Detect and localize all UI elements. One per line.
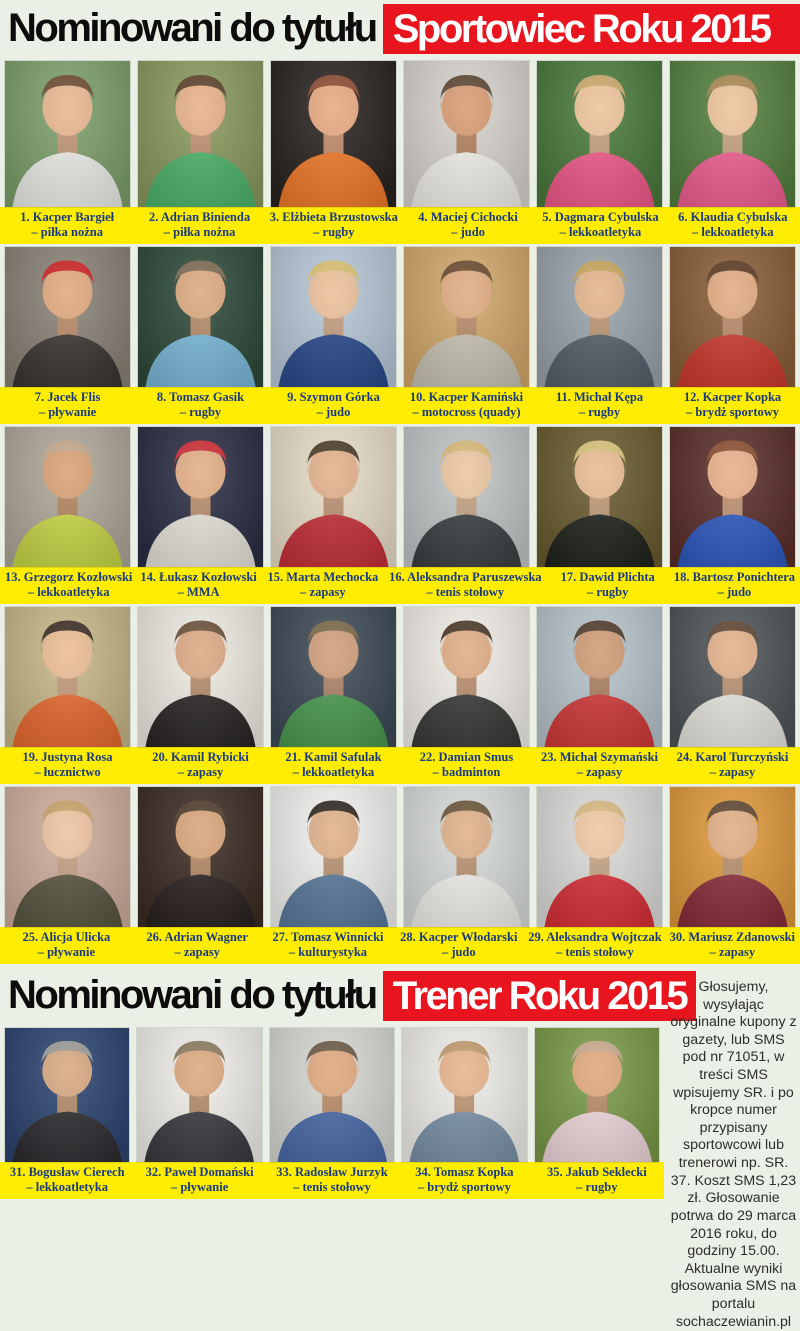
athlete-caption (404, 390, 529, 420)
athlete-photo (5, 427, 130, 567)
athlete-sport: – lekkoatletyka (27, 585, 110, 599)
athlete-sport: – judo (717, 585, 752, 599)
header-sportowiec (0, 0, 800, 56)
coach-photo (402, 1028, 526, 1162)
athlete-sport: – zapasy (576, 765, 623, 779)
athlete-caption-row (0, 567, 800, 604)
athlete-caption (140, 570, 256, 600)
coach-photo (137, 1028, 261, 1162)
athlete-name: 8. Tomasz Gasik (156, 390, 245, 404)
athlete-caption (5, 570, 132, 600)
athlete-sport: – rugby (179, 405, 222, 419)
athlete-name: 26. Adrian Wagner (146, 930, 248, 944)
athlete-caption-row (0, 927, 800, 964)
coach-caption (137, 1165, 261, 1195)
athlete-caption (670, 390, 795, 420)
athlete-photo (537, 247, 662, 387)
athlete-photo (138, 427, 263, 567)
athlete-name: 21. Kamil Safulak (285, 750, 382, 764)
athlete-caption (404, 750, 529, 780)
coach-caption (5, 1165, 129, 1195)
athlete-caption (270, 210, 398, 240)
athlete-photo (670, 787, 795, 927)
athlete-photo (404, 61, 529, 207)
header-prefix-text: Nominowani do tytułu (8, 972, 376, 1017)
athlete-name: 17. Dawid Plichta (560, 570, 655, 584)
athlete-name: 2. Adrian Binienda (149, 210, 251, 224)
coach-caption (270, 1165, 394, 1195)
coach-caption (402, 1165, 526, 1195)
athlete-photo (5, 607, 130, 747)
athlete-name: 27. Tomasz Winnicki (272, 930, 384, 944)
athlete-name: 15. Marta Mechocka (267, 570, 379, 584)
coach-sport: – rugby (576, 1180, 618, 1194)
athlete-caption (271, 390, 396, 420)
athlete-name: 11. Michał Kępa (555, 390, 644, 404)
athlete-sport: – brydż sportowy (685, 405, 780, 419)
athlete-sport: – pływanie (38, 405, 97, 419)
athlete-caption-row (0, 207, 800, 244)
athlete-caption (537, 750, 662, 780)
athlete-sport: – zapasy (709, 765, 756, 779)
coach-name: 35. Jakub Seklecki (546, 1165, 647, 1179)
athlete-photo (5, 247, 130, 387)
athlete-sport: – piłka nożna (31, 225, 103, 239)
athlete-caption (136, 930, 259, 960)
athlete-sport: – łucznictwo (34, 765, 101, 779)
athlete-name: 20. Kamil Rybicki (152, 750, 249, 764)
athlete-photo (138, 247, 263, 387)
athlete-sport: – zapasy (300, 585, 346, 599)
voting-info: Głosujemy, wysyłając oryginalne kupony z gazety, lub SMS pod nr 71051, w treści SMS wpisujemy SR. i po kropce numer przypisany sportowcowi lub trenerowi np. SR. 37. Koszt SMS 1,23 zł. Głosowanie potrwa do 29 marca 2016 roku, do godziny 15.00. Aktualne wyniki głosowania SMS na portalu sochaczewianin.pl (670, 979, 797, 1330)
athlete-photo (404, 607, 529, 747)
athlete-photo (670, 247, 795, 387)
athlete-name: 22. Damian Smus (419, 750, 514, 764)
athlete-name: 12. Kacper Kopka (683, 390, 782, 404)
athlete-sport: – MMA (177, 585, 220, 599)
athlete-photo (5, 787, 130, 927)
athlete-sport: – piłka nożna (163, 225, 236, 239)
header-trener (0, 967, 687, 1023)
athlete-sport: – judo (441, 945, 476, 959)
athlete-sport: – rugby (587, 585, 629, 599)
athlete-caption (5, 210, 129, 240)
athlete-photo (670, 607, 795, 747)
athlete-photo (271, 427, 396, 567)
athlete-caption (138, 390, 263, 420)
coach-photo (5, 1028, 129, 1162)
coach-name: 31. Bogusław Cierech (9, 1165, 125, 1179)
athlete-caption (267, 930, 390, 960)
athlete-photo-row (0, 787, 800, 927)
athlete-caption (528, 930, 661, 960)
athlete-caption (137, 210, 261, 240)
athlete-sport: – lekkoatletyka (692, 225, 774, 239)
athlete-sport: – lekkoatletyka (292, 765, 375, 779)
coaches-block (0, 967, 687, 1199)
athlete-sport: – rugby (578, 405, 621, 419)
athlete-sport: – judo (316, 405, 351, 419)
coach-photo-row (0, 1028, 664, 1162)
athlete-caption (550, 570, 666, 600)
athlete-name: 13. Grzegorz Kozłowski (5, 570, 133, 584)
athlete-sport: – pływanie (37, 945, 96, 959)
athlete-caption (265, 570, 381, 600)
header-trener-title: Trener Roku 2015 (383, 971, 697, 1021)
athlete-name: 25. Alicja Ulicka (22, 930, 111, 944)
athlete-caption (537, 390, 662, 420)
athlete-photo-row (0, 61, 800, 207)
athletes-grid (0, 61, 800, 964)
bottom-section (0, 967, 800, 1331)
coach-sport: – lekkoatletyka (26, 1180, 108, 1194)
athlete-sport: – kulturystyka (288, 945, 368, 959)
athlete-photo (271, 61, 396, 207)
athlete-name: 1. Kacper Bargieł (20, 210, 115, 224)
athlete-caption (138, 750, 263, 780)
athlete-caption (5, 930, 128, 960)
athlete-photo (271, 607, 396, 747)
athlete-photo (138, 787, 263, 927)
coach-sport: – tenis stołowy (293, 1180, 371, 1194)
athlete-sport: – zapasy (177, 765, 224, 779)
athlete-photo (5, 61, 130, 207)
athlete-name: 6. Klaudia Cybulska (678, 210, 788, 224)
header-sportowiec-title: Sportowiec Roku 2015 (383, 4, 800, 54)
athlete-caption (674, 570, 795, 600)
athlete-name: 29. Aleksandra Wojtczak (528, 930, 662, 944)
coach-photo (270, 1028, 394, 1162)
athlete-name: 10. Kacper Kamiński (409, 390, 524, 404)
athlete-caption (670, 750, 795, 780)
athlete-name: 18. Bartosz Ponichtera (673, 570, 796, 584)
athlete-photo (537, 787, 662, 927)
athlete-caption (389, 570, 541, 600)
athlete-name: 16. Aleksandra Paruszewska (389, 570, 542, 584)
coach-photo (535, 1028, 659, 1162)
athlete-photo (537, 607, 662, 747)
athlete-photo (404, 787, 529, 927)
athlete-photo (271, 787, 396, 927)
athlete-caption (670, 930, 795, 960)
coach-caption (535, 1165, 659, 1195)
athlete-photo-row (0, 427, 800, 567)
athlete-name: 30. Mariusz Zdanowski (669, 930, 796, 944)
athlete-caption (5, 390, 130, 420)
athlete-photo-row (0, 607, 800, 747)
athlete-photo (537, 427, 662, 567)
athlete-name: 7. Jacek Flis (34, 390, 101, 404)
athlete-photo-row (0, 247, 800, 387)
athlete-caption (538, 210, 662, 240)
athlete-photo (670, 427, 795, 567)
athlete-caption (406, 210, 530, 240)
athlete-sport: – motocross (quady) (412, 405, 521, 419)
athlete-photo (670, 61, 795, 207)
athlete-name: 19. Justyna Rosa (22, 750, 113, 764)
athlete-caption-row (0, 747, 800, 784)
athlete-sport: – rugby (313, 225, 355, 239)
athlete-caption (397, 930, 520, 960)
athlete-name: 23. Michał Szymański (540, 750, 659, 764)
athlete-sport: – judo (451, 225, 485, 239)
athlete-sport: – badminton (432, 765, 501, 779)
athlete-name: 28. Kacper Włodarski (400, 930, 518, 944)
athlete-sport: – tenis stołowy (426, 585, 505, 599)
athlete-photo (404, 427, 529, 567)
athlete-caption (671, 210, 795, 240)
athlete-caption (5, 750, 130, 780)
athlete-name: 14. Łukasz Kozłowski (140, 570, 257, 584)
athlete-sport: – tenis stołowy (556, 945, 634, 959)
athlete-name: 4. Maciej Cichocki (418, 210, 518, 224)
athlete-caption-row (0, 387, 800, 424)
coach-name: 34. Tomasz Kopka (415, 1165, 514, 1179)
coach-name: 33. Radosław Jurzyk (276, 1165, 388, 1179)
coach-sport: – brydż sportowy (417, 1180, 511, 1194)
athlete-photo (138, 61, 263, 207)
athlete-sport: – zapasy (174, 945, 220, 959)
coach-name: 32. Paweł Domański (145, 1165, 254, 1179)
athlete-photo (138, 607, 263, 747)
athlete-photo (404, 247, 529, 387)
athlete-photo (537, 61, 662, 207)
athlete-sport: – zapasy (709, 945, 756, 959)
athlete-photo (271, 247, 396, 387)
athlete-sport: – lekkoatletyka (559, 225, 642, 239)
coach-caption-row (0, 1162, 664, 1199)
header-prefix-text: Nominowani do tytułu (8, 5, 376, 50)
coaches-grid (0, 1028, 664, 1199)
athlete-name: 3. Elżbieta Brzustowska (269, 210, 398, 224)
athlete-caption (271, 750, 396, 780)
athlete-name: 5. Dagmara Cybulska (542, 210, 659, 224)
coach-sport: – pływanie (170, 1180, 229, 1194)
athlete-name: 24. Karol Turczyński (676, 750, 789, 764)
athlete-name: 9. Szymon Górka (287, 390, 380, 404)
